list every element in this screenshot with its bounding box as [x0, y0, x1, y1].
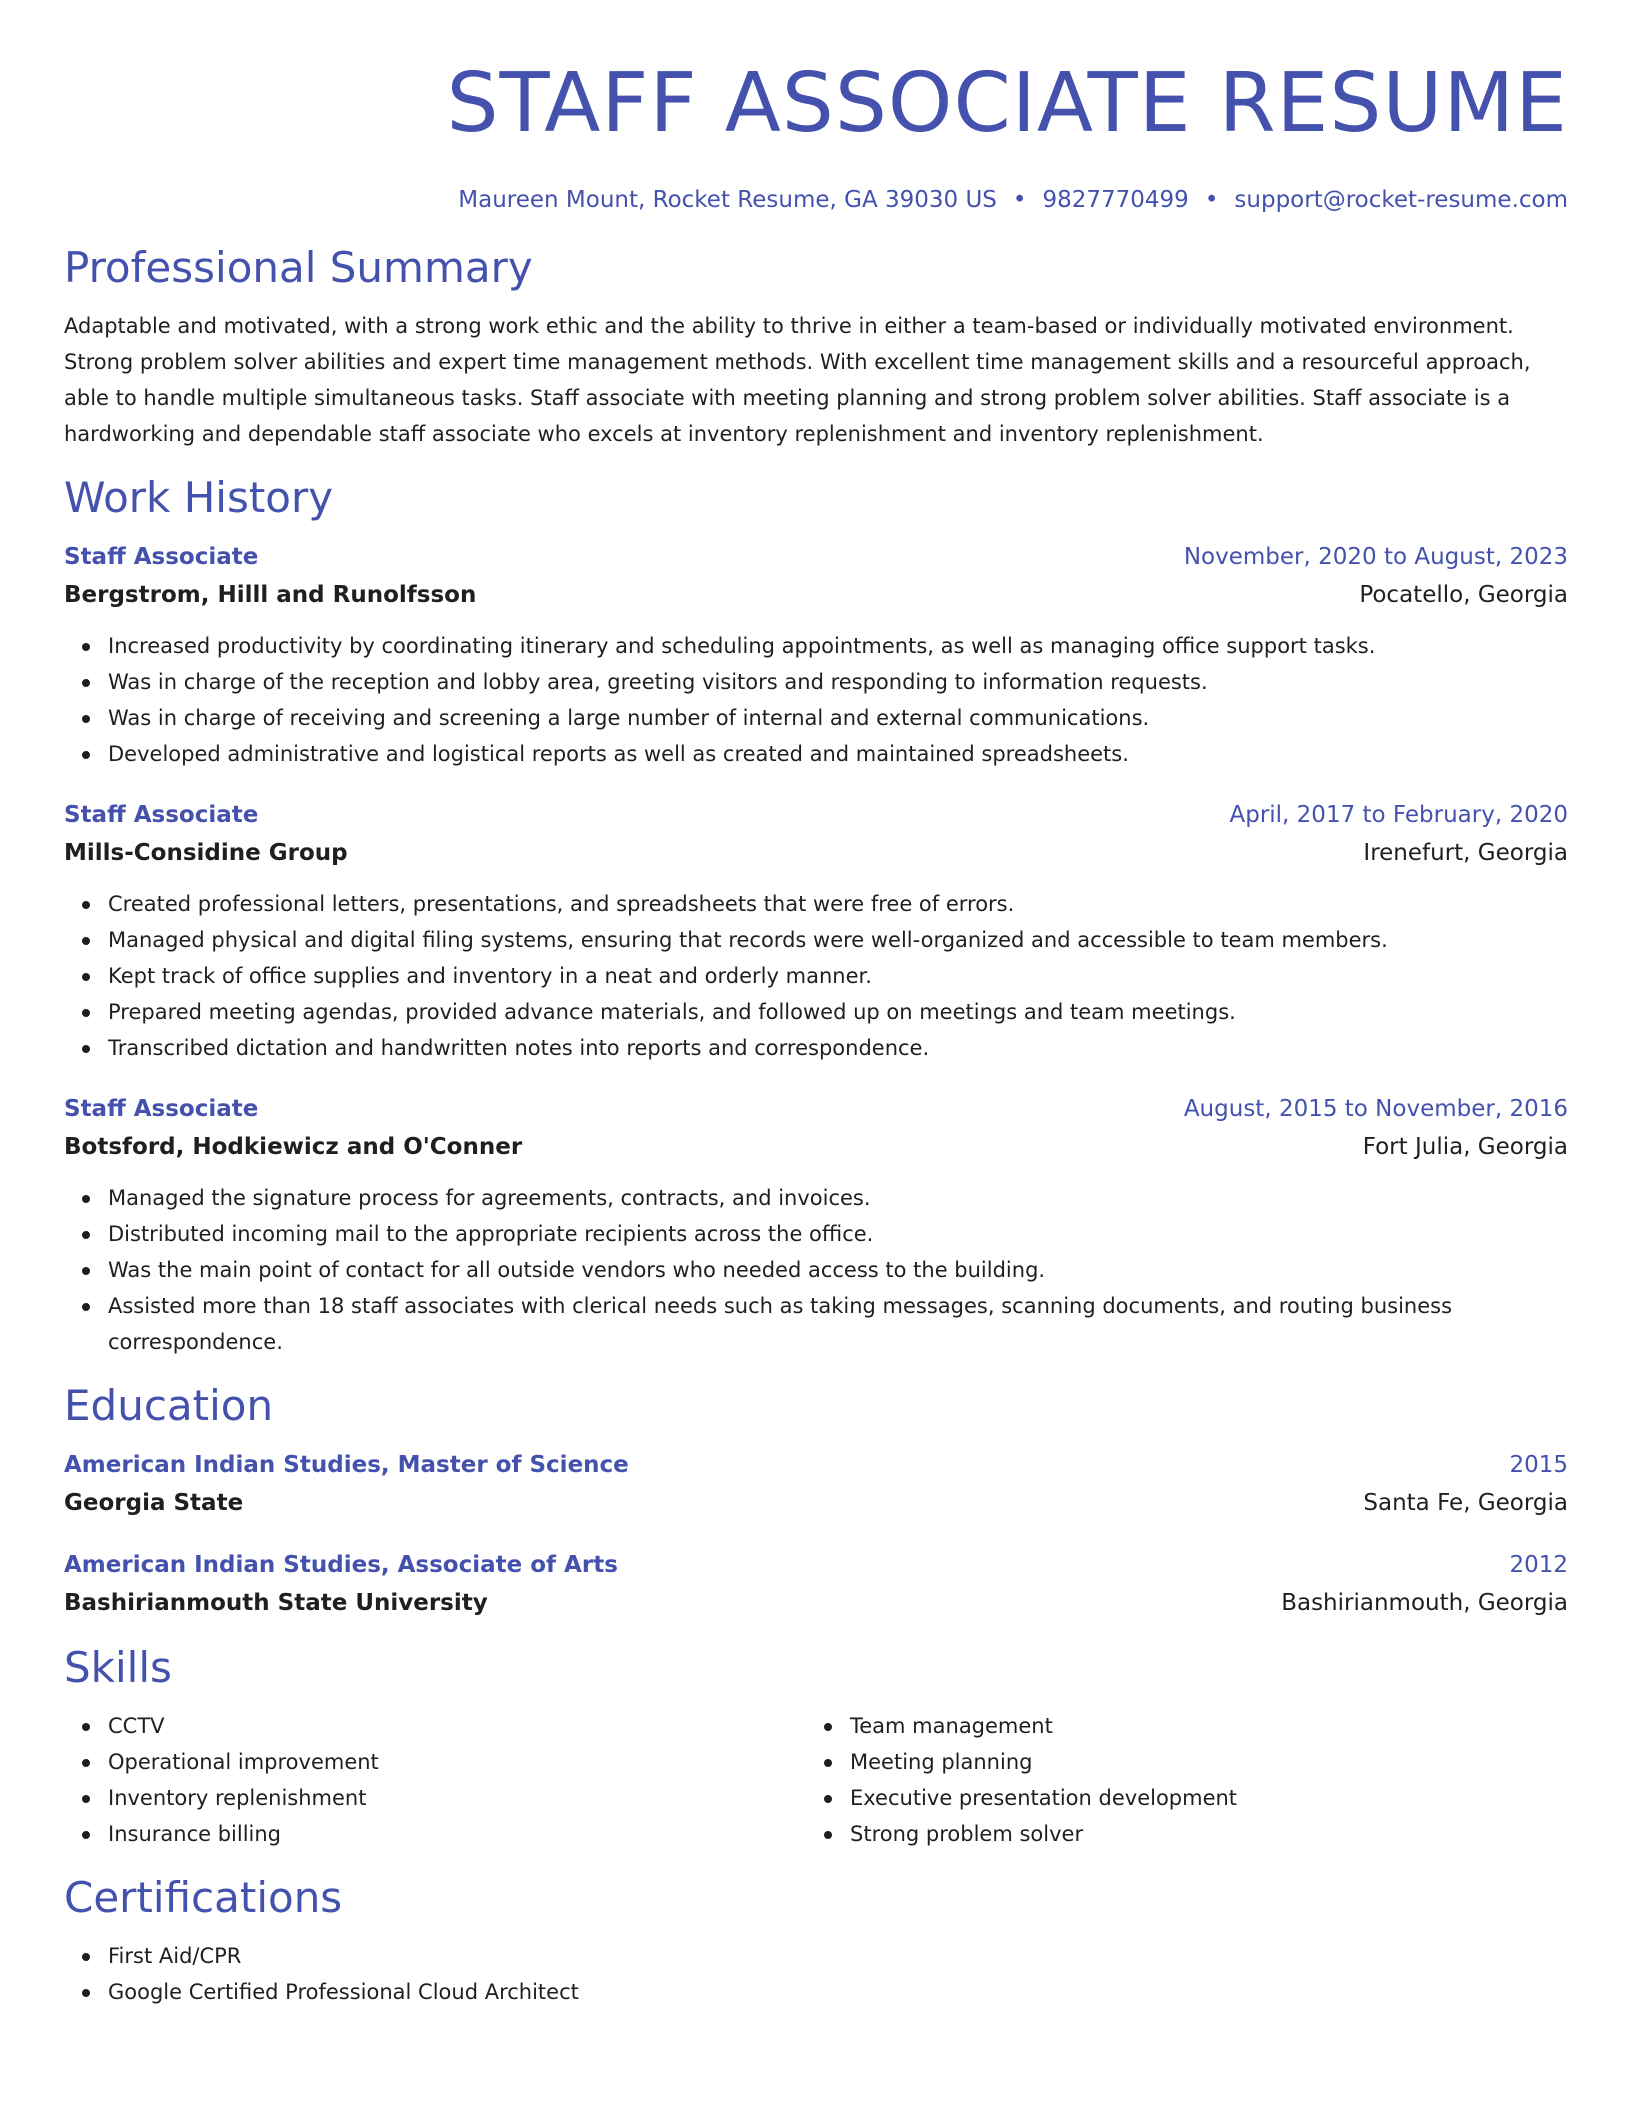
job-title-row: [64, 796, 1568, 834]
education-location: Bashirianmouth, Georgia: [1281, 1590, 1568, 1616]
education-year: 2015: [1509, 1452, 1568, 1478]
section-heading-education: Education: [64, 1381, 274, 1430]
job-location: Fort Julia, Georgia: [1362, 1134, 1568, 1160]
job-company: Mills-Considine Group: [64, 840, 348, 866]
job-duty: Developed administrative and logistical reports as well as created and maintained spreadsheets.: [108, 736, 1568, 772]
job-company: Botsford, Hodkiewicz and O'Conner: [64, 1134, 523, 1160]
resume-title: STAFF ASSOCIATE RESUME: [446, 56, 1568, 151]
job-location: Pocatello, Georgia: [1359, 582, 1568, 608]
job-duty: Kept track of office supplies and inventory in a neat and orderly manner.: [108, 958, 1568, 994]
job-duty: Was the main point of contact for all outside vendors who needed access to the building.: [108, 1252, 1568, 1288]
skill-item: Strong problem solver: [850, 1816, 1548, 1852]
skill-item: Team management: [850, 1708, 1548, 1744]
job-duties-list: [64, 628, 1568, 772]
education-school: Bashirianmouth State University: [64, 1590, 488, 1616]
job-company: Bergstrom, Hilll and Runolfsson: [64, 582, 477, 608]
job-duty: Managed the signature process for agreements, contracts, and invoices.: [108, 1180, 1568, 1216]
skill-item: Executive presentation development: [850, 1780, 1548, 1816]
job-entry: [64, 1090, 1568, 1360]
section-heading-summary: Professional Summary: [64, 243, 533, 292]
education-entry: [64, 1446, 1568, 1522]
certification-item: First Aid/CPR: [108, 1938, 1568, 1974]
contact-separator: •: [1204, 187, 1219, 213]
education-location: Santa Fe, Georgia: [1363, 1490, 1568, 1516]
education-degree-row: [64, 1546, 1568, 1584]
education-school-row: [64, 1484, 1568, 1522]
summary-section: [64, 242, 1568, 452]
job-duty: Prepared meeting agendas, provided advance materials, and followed up on meetings and team meetings.: [108, 994, 1568, 1030]
job-duty: Increased productivity by coordinating itinerary and scheduling appointments, as well as managing office support tasks.: [108, 628, 1568, 664]
job-entry: [64, 538, 1568, 772]
contact-address: Maureen Mount, Rocket Resume, GA 39030 US: [458, 187, 997, 213]
section-heading-work-history: Work History: [64, 473, 334, 522]
skills-grid: [64, 1708, 1568, 1852]
certifications-list: [64, 1938, 1568, 2010]
education-degree: American Indian Studies, Associate of Arts: [64, 1552, 618, 1578]
contact-email: support@rocket-resume.com: [1234, 187, 1568, 213]
resume-page: [64, 0, 1568, 2010]
job-dates: November, 2020 to August, 2023: [1183, 544, 1568, 570]
skill-item: Operational improvement: [108, 1744, 806, 1780]
job-company-row: [64, 1128, 1568, 1166]
job-duty: Assisted more than 18 staff associates with clerical needs such as taking messages, scanning documents, and routing business correspondence.: [108, 1288, 1568, 1360]
certification-item: Google Certified Professional Cloud Architect: [108, 1974, 1568, 2010]
skill-item: Meeting planning: [850, 1744, 1548, 1780]
education-degree: American Indian Studies, Master of Science: [64, 1452, 629, 1478]
education-year: 2012: [1509, 1552, 1568, 1578]
work-history-section: [64, 472, 1568, 1360]
certifications-section: [64, 1872, 1568, 2010]
job-duty: Transcribed dictation and handwritten notes into reports and correspondence.: [108, 1030, 1568, 1066]
job-duty: Was in charge of receiving and screening a large number of internal and external communications.: [108, 700, 1568, 736]
job-duty: Created professional letters, presentations, and spreadsheets that were free of errors.: [108, 886, 1568, 922]
job-title: Staff Associate: [64, 1096, 259, 1122]
skills-section: [64, 1642, 1568, 1852]
education-degree-row: [64, 1446, 1568, 1484]
job-duty: Was in charge of the reception and lobby area, greeting visitors and responding to information requests.: [108, 664, 1568, 700]
summary-text: Adaptable and motivated, with a strong work ethic and the ability to thrive in either a team-based or individually motivated environment. Strong problem solver abilities and expert time management methods. With excellent time management skills and a resourceful approach, able to handle multiple simultaneous tasks. Staff associate with meeting planning and strong problem solver abilities. Staff associate is a hardworking and dependable staff associate who excels at inventory replenishment and inventory replenishment.: [64, 314, 1531, 446]
education-section: [64, 1380, 1568, 1622]
education-entry: [64, 1546, 1568, 1622]
skill-item: CCTV: [108, 1708, 806, 1744]
job-title: Staff Associate: [64, 544, 259, 570]
skill-item: Inventory replenishment: [108, 1780, 806, 1816]
section-heading-skills: Skills: [64, 1643, 172, 1692]
job-title: Staff Associate: [64, 802, 259, 828]
job-duties-list: [64, 886, 1568, 1066]
education-school: Georgia State: [64, 1490, 244, 1516]
job-title-row: [64, 1090, 1568, 1128]
contact-phone: 9827770499: [1042, 187, 1189, 213]
job-company-row: [64, 834, 1568, 872]
skills-list-left: [64, 1708, 806, 1852]
education-school-row: [64, 1584, 1568, 1622]
contact-separator: •: [1012, 187, 1027, 213]
job-location: Irenefurt, Georgia: [1363, 840, 1568, 866]
job-entry: [64, 796, 1568, 1066]
job-duty: Managed physical and digital filing systems, ensuring that records were well-organized and accessible to team members.: [108, 922, 1568, 958]
job-duties-list: [64, 1180, 1568, 1360]
job-dates: August, 2015 to November, 2016: [1183, 1096, 1568, 1122]
skills-list-right: [806, 1708, 1548, 1852]
contact-line: [64, 184, 1568, 216]
section-heading-certifications: Certifications: [64, 1873, 343, 1922]
job-dates: April, 2017 to February, 2020: [1229, 802, 1568, 828]
job-company-row: [64, 576, 1568, 614]
skill-item: Insurance billing: [108, 1816, 806, 1852]
job-title-row: [64, 538, 1568, 576]
job-duty: Distributed incoming mail to the appropriate recipients across the office.: [108, 1216, 1568, 1252]
